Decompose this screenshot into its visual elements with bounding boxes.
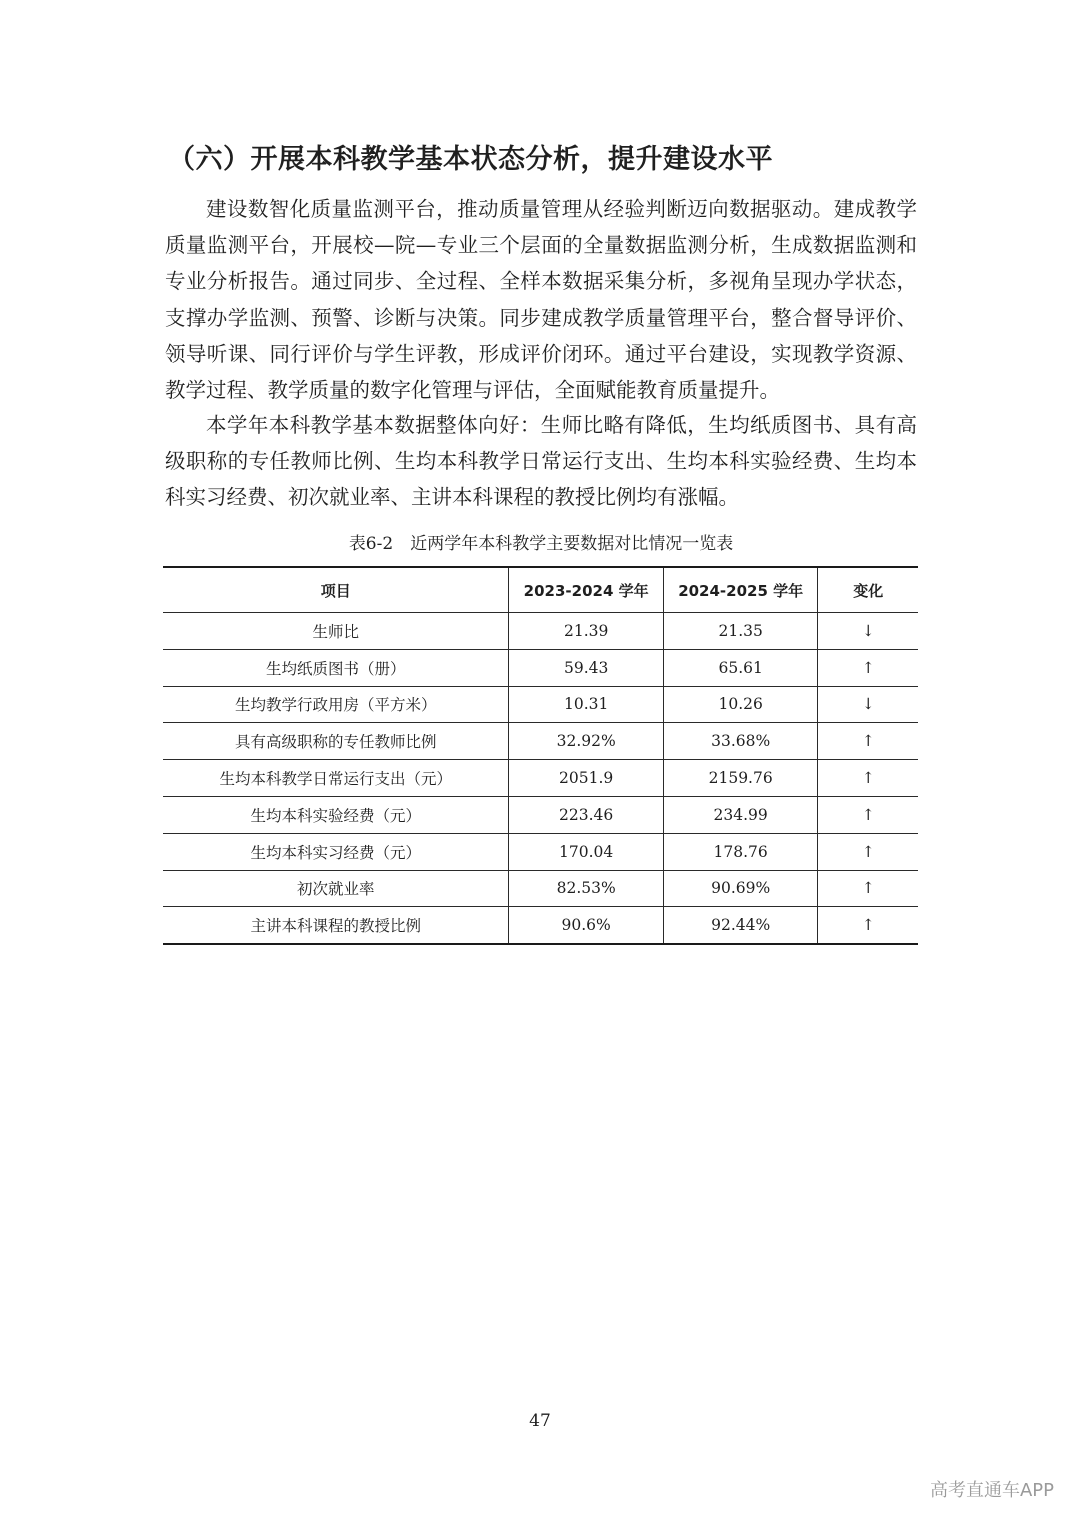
change-arrow-icon: ↓ bbox=[818, 686, 918, 723]
table-row bbox=[163, 870, 918, 907]
table-header-row bbox=[163, 567, 918, 613]
value-cell: 32.92% bbox=[509, 723, 664, 760]
header-cell-item: 项目 bbox=[163, 567, 509, 613]
value-cell: 90.6% bbox=[509, 907, 664, 944]
value-cell: 33.68% bbox=[663, 723, 818, 760]
page-number: 47 bbox=[529, 1411, 551, 1431]
table-row bbox=[163, 613, 918, 650]
item-cell: 生师比 bbox=[163, 613, 509, 650]
header-cell-change: 变化 bbox=[818, 567, 918, 613]
item-cell: 生均纸质图书（册） bbox=[163, 649, 509, 686]
comparison-table bbox=[163, 566, 918, 945]
table-row bbox=[163, 649, 918, 686]
header-cell-year-2023: 2023-2024 学年 bbox=[509, 567, 664, 613]
value-cell: 92.44% bbox=[663, 907, 818, 944]
section-heading: （六）开展本科教学基本状态分析，提升建设水平 bbox=[168, 144, 773, 175]
table-row bbox=[163, 833, 918, 870]
value-cell: 82.53% bbox=[509, 870, 664, 907]
change-arrow-icon: ↑ bbox=[818, 723, 918, 760]
item-cell: 生均教学行政用房（平方米） bbox=[163, 686, 509, 723]
table-row bbox=[163, 907, 918, 944]
change-arrow-icon: ↑ bbox=[818, 649, 918, 686]
value-cell: 21.39 bbox=[509, 613, 664, 650]
item-cell: 具有高级职称的专任教师比例 bbox=[163, 723, 509, 760]
value-cell: 21.35 bbox=[663, 613, 818, 650]
value-cell: 170.04 bbox=[509, 833, 664, 870]
table-row bbox=[163, 760, 918, 797]
value-cell: 59.43 bbox=[509, 649, 664, 686]
value-cell: 10.26 bbox=[663, 686, 818, 723]
value-cell: 178.76 bbox=[663, 833, 818, 870]
table-row bbox=[163, 723, 918, 760]
body-paragraph: 建设数智化质量监测平台，推动质量管理从经验判断迈向数据驱动。建成教学质量监测平台，开展校—院—专业三个层面的全量数据监测分析，生成数据监测和专业分析报告。通过同步、全过程、全样本数据采集分析，多视角呈现办学状态，支撑办学监测、预警、诊断与决策。同步建成教学质量管理平台，整合督导评价、领导听课、同行评价与学生评教，形成评价闭环。通过平台建设，实现教学资源、教学过程、教学质量的数字化管理与评估，全面赋能教育质量提升。 bbox=[165, 197, 917, 403]
item-cell: 生均本科教学日常运行支出（元） bbox=[163, 760, 509, 797]
value-cell: 2051.9 bbox=[509, 760, 664, 797]
change-arrow-icon: ↑ bbox=[818, 907, 918, 944]
value-cell: 65.61 bbox=[663, 649, 818, 686]
change-arrow-icon: ↑ bbox=[818, 833, 918, 870]
change-arrow-icon: ↓ bbox=[818, 613, 918, 650]
watermark: 高考直通车APP bbox=[929, 1480, 1054, 1501]
value-cell: 2159.76 bbox=[663, 760, 818, 797]
value-cell: 10.31 bbox=[509, 686, 664, 723]
item-cell: 初次就业率 bbox=[163, 870, 509, 907]
table-caption: 表6-2 近两学年本科教学主要数据对比情况一览表 bbox=[348, 534, 734, 554]
change-arrow-icon: ↑ bbox=[818, 760, 918, 797]
change-arrow-icon: ↑ bbox=[818, 870, 918, 907]
header-cell-year-2024: 2024-2025 学年 bbox=[663, 567, 818, 613]
item-cell: 生均本科实习经费（元） bbox=[163, 833, 509, 870]
table-row bbox=[163, 796, 918, 833]
table-row bbox=[163, 686, 918, 723]
body-paragraph: 本学年本科教学基本数据整体向好：生师比略有降低，生均纸质图书、具有高级职称的专任教师比例、生均本科教学日常运行支出、生均本科实验经费、生均本科实习经费、初次就业率、主讲本科课程的教授比例均有涨幅。 bbox=[165, 413, 917, 510]
value-cell: 234.99 bbox=[663, 796, 818, 833]
value-cell: 223.46 bbox=[509, 796, 664, 833]
value-cell: 90.69% bbox=[663, 870, 818, 907]
change-arrow-icon: ↑ bbox=[818, 796, 918, 833]
item-cell: 主讲本科课程的教授比例 bbox=[163, 907, 509, 944]
item-cell: 生均本科实验经费（元） bbox=[163, 796, 509, 833]
